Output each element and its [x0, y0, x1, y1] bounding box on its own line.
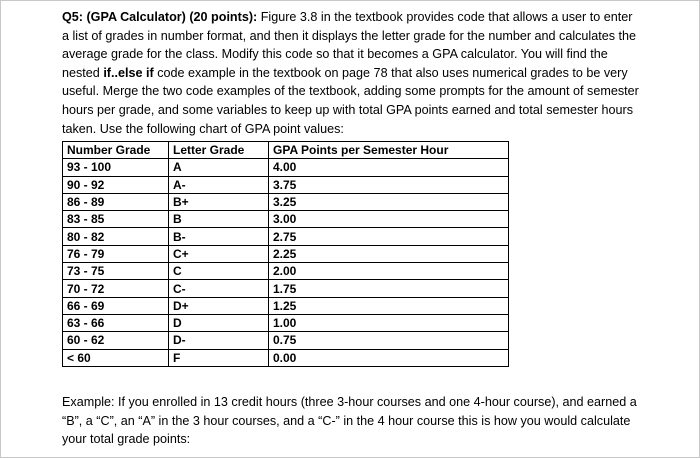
cell-gpa-points: 1.00: [269, 314, 509, 331]
table-row: [63, 159, 509, 176]
table-row: [63, 297, 509, 314]
cell-letter-grade: A: [169, 159, 269, 176]
cell-gpa-points: 0.00: [269, 349, 509, 366]
table-row: [63, 263, 509, 280]
table-row: [63, 349, 509, 366]
cell-gpa-points: 3.25: [269, 193, 509, 210]
header-gpa-points: GPA Points per Semester Hour: [269, 142, 509, 159]
table-row: [63, 245, 509, 262]
cell-gpa-points: 2.75: [269, 228, 509, 245]
question-label: Q5: (GPA Calculator) (20 points):: [62, 10, 258, 24]
question-text-part-1: Figure 3.8 in the textbook provides code that allows a user to enter a list of grades in number format, and then it displays the letter grade for the number and calculates the average grade for the class. Modify this code so that it becomes a GPA calculator. You will find the nested: [62, 10, 637, 80]
cell-gpa-points: 3.75: [269, 176, 509, 193]
header-letter-grade: Letter Grade: [169, 142, 269, 159]
cell-number-grade: 93 - 100: [63, 159, 169, 176]
cell-letter-grade: D-: [169, 332, 269, 349]
cell-gpa-points: 2.25: [269, 245, 509, 262]
cell-gpa-points: 1.25: [269, 297, 509, 314]
cell-number-grade: 60 - 62: [63, 332, 169, 349]
table-row: [63, 314, 509, 331]
header-number-grade: Number Grade: [63, 142, 169, 159]
cell-number-grade: 80 - 82: [63, 228, 169, 245]
table-row: [63, 211, 509, 228]
cell-number-grade: 73 - 75: [63, 263, 169, 280]
cell-number-grade: 70 - 72: [63, 280, 169, 297]
cell-letter-grade: D: [169, 314, 269, 331]
table-header-row: [63, 142, 509, 159]
cell-letter-grade: C-: [169, 280, 269, 297]
cell-gpa-points: 4.00: [269, 159, 509, 176]
cell-gpa-points: 0.75: [269, 332, 509, 349]
table-row: [63, 228, 509, 245]
question-paragraph: [62, 8, 642, 138]
cell-letter-grade: F: [169, 349, 269, 366]
gpa-chart-table: [62, 141, 509, 367]
table-row: [63, 193, 509, 210]
cell-number-grade: 83 - 85: [63, 211, 169, 228]
cell-gpa-points: 3.00: [269, 211, 509, 228]
cell-gpa-points: 2.00: [269, 263, 509, 280]
example-paragraph: Example: If you enrolled in 13 credit hours (three 3-hour courses and one 4-hour course), and earned a “B”, a “C”, an “A” in the 3 hour courses, and a “C-” in the 4 hour course this is how you would calculate your total grade points:: [62, 395, 637, 447]
cell-letter-grade: B: [169, 211, 269, 228]
cell-letter-grade: C: [169, 263, 269, 280]
table-row: [63, 176, 509, 193]
cell-letter-grade: C+: [169, 245, 269, 262]
cell-number-grade: 86 - 89: [63, 193, 169, 210]
table-row: [63, 280, 509, 297]
table-row: [63, 332, 509, 349]
cell-number-grade: 90 - 92: [63, 176, 169, 193]
cell-number-grade: 76 - 79: [63, 245, 169, 262]
cell-number-grade: < 60: [63, 349, 169, 366]
cell-letter-grade: B+: [169, 193, 269, 210]
cell-gpa-points: 1.75: [269, 280, 509, 297]
cell-letter-grade: D+: [169, 297, 269, 314]
cell-letter-grade: B-: [169, 228, 269, 245]
cell-number-grade: 66 - 69: [63, 297, 169, 314]
cell-letter-grade: A-: [169, 176, 269, 193]
cell-number-grade: 63 - 66: [63, 314, 169, 331]
question-text-part-2: code example in the textbook on page 78 that also uses numerical grades to be very useful. Merge the two code examples of the textbook, adding some prompts for the amount of semester hours per grade, and some variables to keep up with total GPA points earned and total semester hours taken. Use the following chart of GPA point values:: [62, 65, 639, 136]
question-keyword: if..else if: [103, 65, 154, 80]
